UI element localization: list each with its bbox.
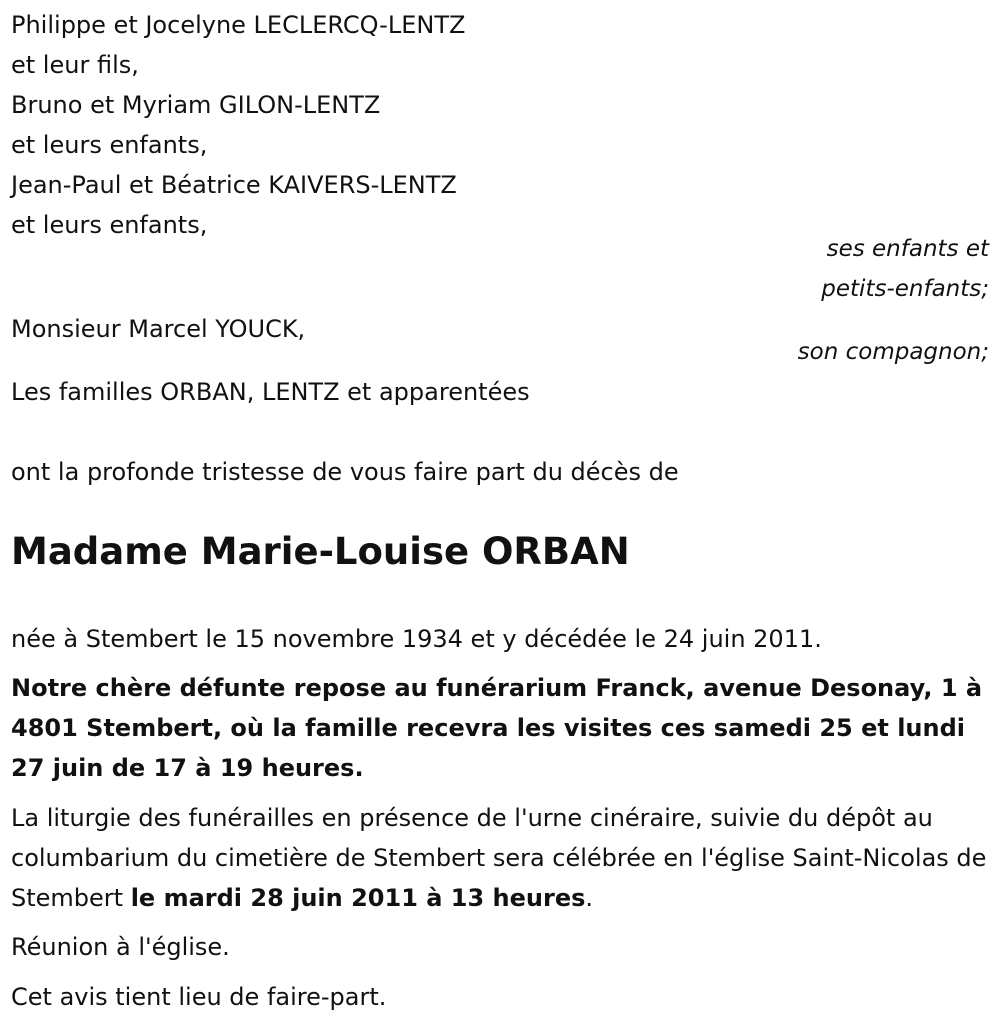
family-line-4: et leurs enfants, bbox=[11, 131, 208, 159]
family-line-1: Philippe et Jocelyne LECLERCQ-LENTZ bbox=[11, 11, 466, 39]
visitation-text: Notre chère défunte repose au funérarium Franck, avenue Desonay, 1 à 4801 Stembert, où la famille recevra les visites ces samedi 25 et lundi 27 juin de 17 à 19 heures. bbox=[11, 674, 983, 782]
liturgy-paragraph bbox=[11, 798, 991, 918]
family-line-5: Jean-Paul et Béatrice KAIVERS-LENTZ bbox=[11, 171, 457, 199]
deceased-name: Madame Marie-Louise ORBAN bbox=[11, 530, 630, 573]
family-line-3: Bruno et Myriam GILON-LENTZ bbox=[11, 91, 381, 119]
role-children-line-1: ses enfants et bbox=[826, 236, 989, 262]
liturgy-end: . bbox=[585, 884, 594, 912]
role-children-line-2: petits-enfants; bbox=[821, 276, 989, 302]
birth-death-text: née à Stembert le 15 novembre 1934 et y décédée le 24 juin 2011. bbox=[11, 625, 822, 653]
notice-text: Cet avis tient lieu de faire-part. bbox=[11, 983, 387, 1011]
family-line-6: et leurs enfants, bbox=[11, 211, 208, 239]
liturgy-text: La liturgie des funérailles en présence de l'urne cinéraire, suivie du dépôt au columbarium du cimetière de Stembert sera célébrée en l'église Saint-Nicolas de Stembert bbox=[11, 804, 987, 912]
announcement-text: ont la profonde tristesse de vous faire part du décès de bbox=[11, 458, 679, 486]
family-line-2: et leur fils, bbox=[11, 51, 139, 79]
companion-name: Monsieur Marcel YOUCK, bbox=[11, 315, 306, 343]
liturgy-date: le mardi 28 juin 2011 à 13 heures bbox=[130, 884, 586, 912]
families-line: Les familles ORBAN, LENTZ et apparentées bbox=[11, 378, 530, 406]
reunion-text: Réunion à l'église. bbox=[11, 933, 230, 961]
companion-role: son compagnon; bbox=[797, 339, 989, 365]
